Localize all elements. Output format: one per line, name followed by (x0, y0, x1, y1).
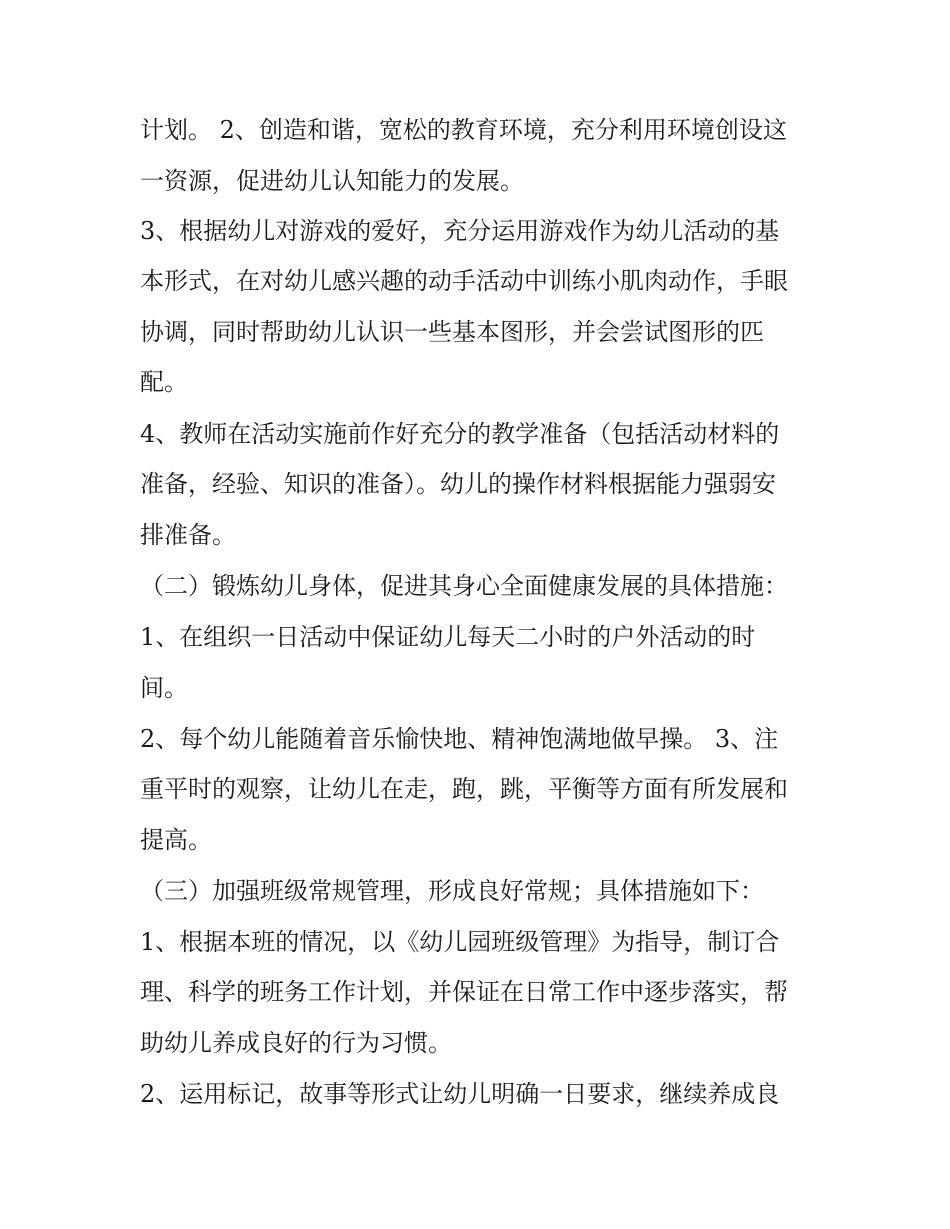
text-line: 理、科学的班务工作计划，并保证在日常工作中逐步落实，帮 (140, 978, 788, 1006)
text-line: 1、根据本班的情况，以《幼儿园班级管理》为指导，制订合 (140, 928, 780, 956)
text-line: 2、运用标记，故事等形式让幼儿明确一日要求，继续养成良 (140, 1080, 780, 1108)
text-line: 计划。 2、创造和谐，宽松的教育环境，充分利用环境创设这 (140, 116, 787, 144)
text-line: 提高。 (140, 826, 212, 854)
section-heading: （二）锻炼幼儿身体，促进其身心全面健康发展的具体措施： (140, 572, 788, 600)
text-line: 一资源，促进幼儿认知能力的发展。 (140, 167, 524, 195)
text-line: 间。 (140, 674, 188, 702)
section-heading: （三）加强班级常规管理，形成良好常规；具体措施如下： (140, 877, 764, 905)
text-line: 配。 (140, 368, 188, 396)
text-line: 准备，经验、知识的准备）。幼儿的操作材料根据能力强弱安 (140, 470, 776, 498)
text-line: 排准备。 (140, 521, 236, 549)
text-line: 4、教师在活动实施前作好充分的教学准备（包括活动材料的 (140, 420, 780, 448)
text-line: 协调，同时帮助幼儿认识一些基本图形，并会尝试图形的匹 (140, 318, 764, 346)
text-line: 1、在组织一日活动中保证幼儿每天二小时的户外活动的时 (140, 623, 756, 651)
text-line: 2、每个幼儿能随着音乐愉快地、精神饱满地做早操。 3、注 (140, 725, 779, 753)
text-line: 本形式，在对幼儿感兴趣的动手活动中训练小肌肉动作，手眼 (140, 267, 788, 295)
text-line: 3、根据幼儿对游戏的爱好，充分运用游戏作为幼儿活动的基 (140, 217, 780, 245)
text-line: 重平时的观察，让幼儿在走，跑，跳，平衡等方面有所发展和 (140, 775, 788, 803)
text-line: 助幼儿养成良好的行为习惯。 (140, 1029, 452, 1057)
